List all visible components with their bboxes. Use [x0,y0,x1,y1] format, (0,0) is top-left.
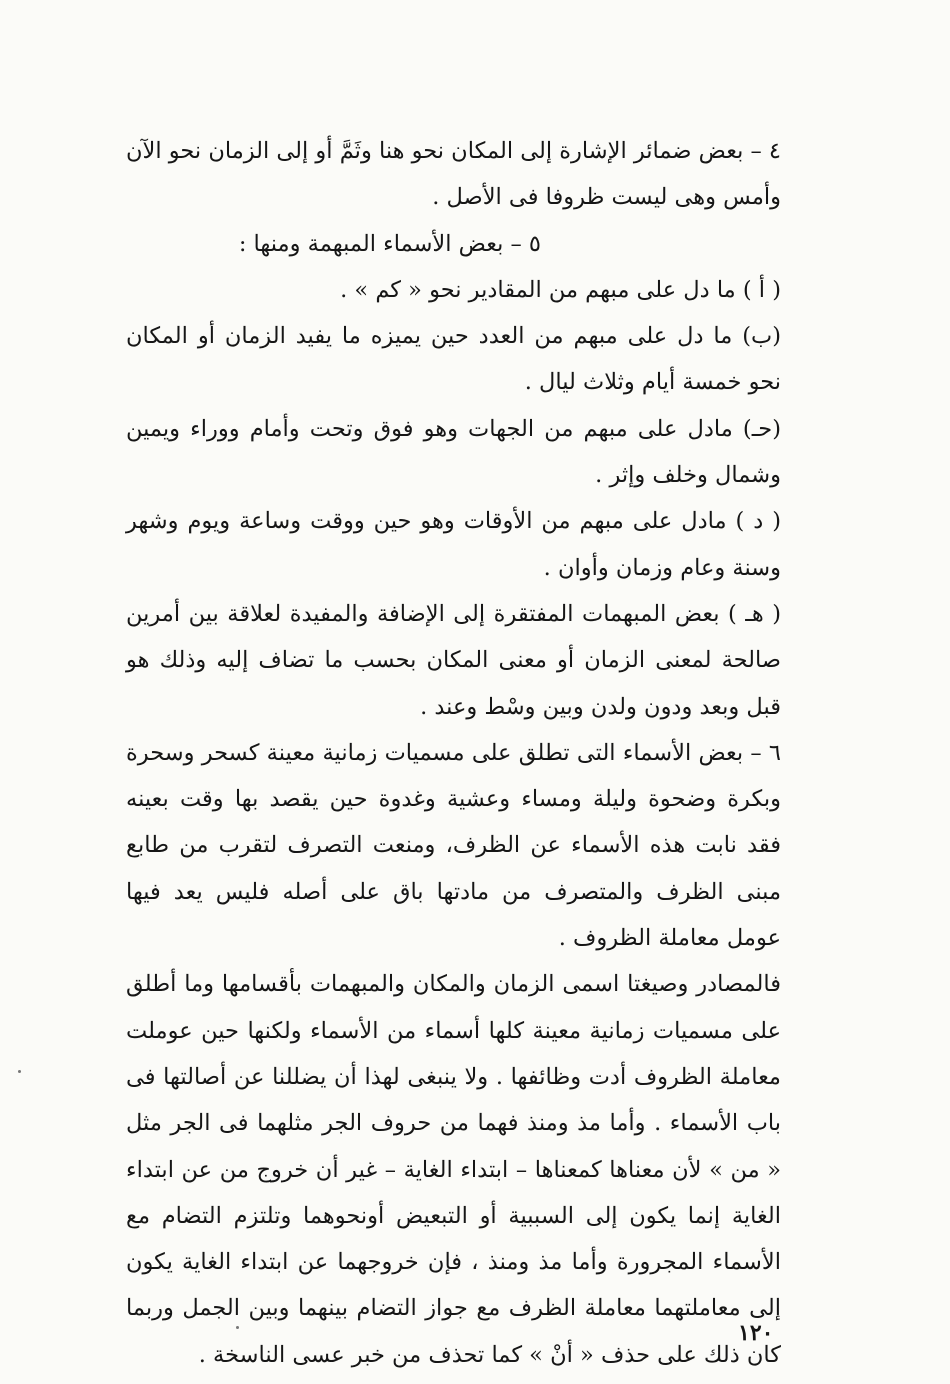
paragraph-item-6: ٦ – بعض الأسماء التى تطلق على مسميات زمانية معينة كسحر وسحرة وبكرة وضحوة وليلة ومساء وعشية وغدوة حين يقصد بها وقت بعينه فقد نابت هذه الأسماء عن الظرف، ومنعت التصرف لتقرب من طابع مبنى الظرف والمتصرف من مادتها باق على أصله فليس يعد فيها عومل معاملة الظروف . [126,739,781,952]
page-number: ١٢٠ [738,1320,774,1346]
paragraph-item-5: ٥ – بعض الأسماء المبهمة ومنها : [238,230,541,257]
scan-speck [18,1070,21,1073]
paragraph-item-4: ٤ – بعض ضمائر الإشارة إلى المكان نحو هنا وثَمَّ أو إلى الزمان نحو الآن وأمس وهى ليست ظروفا فى الأصل . [126,138,781,211]
paragraph-item-d: ( د ) مادل على مبهم من الأوقات وهو حين ووقت وساعة ويوم وشهر وسنة وعام وزمان وأوان . [126,508,781,581]
body-text [126,128,781,1378]
paragraph-item-b: (ب) ما دل على مبهم من العدد حين يميزه ما يفيد الزمان أو المكان نحو خمسة أيام وثلاث ليال . [126,323,781,396]
paragraph-item-he: ( هـ ) بعض المبهمات المفتقرة إلى الإضافة والمفيدة لعلاقة بين أمرين صالحة لمعنى الزمان أو معنى المكان بحسب ما تضاف إليه وذلك هو قبل وبعد ودون ولدن وبين وسْط وعند . [126,600,781,720]
paragraph-item-h: (حـ) مادل على مبهم من الجهات وهو فوق وتحت وأمام ووراء ويمين وشمال وخلف وإثر . [126,415,781,489]
scan-speck [236,1326,239,1329]
paragraph-conclusion: فالمصادر وصيغتا اسمى الزمان والمكان والمبهمات بأقسامها وما أطلق على مسميات زمانية معينة كلها أسماء من الأسماء ولكنها حين عوملت معاملة الظروف أدت وظائفها . ولا ينبغى لهذا أن يضللنا عن أصالتها فى باب الأسماء . وأما مذ ومنذ فهما من حروف الجر مثلهما فى الجر مثل « من » لأن معناها كمعناها – ابتداء الغاية – غير أن خروج من عن ابتداء الغاية إنما يكون إلى السببية أو التبعيض أونحوهما وتلتزم التضام مع الأسماء المجرورة وأما مذ ومنذ ، فإن خروجهما عن ابتداء الغاية يكون إلى معاملتهما معاملة الظرف مع جواز التضام بينهما وبين الجمل وربما كان ذلك على حذف « أنْ » كما تحذف من خبر عسى الناسخة . [126,971,781,1368]
paragraph-item-a: ( أ ) ما دل على مبهم من المقادير نحو « كم » . [340,276,781,303]
